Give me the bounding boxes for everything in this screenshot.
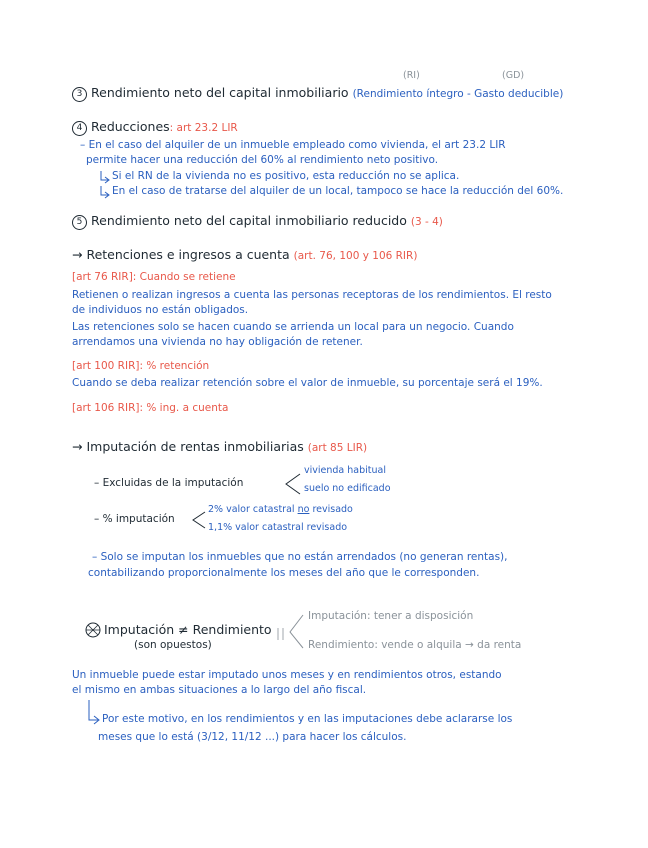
- section-title: Imputación de rentas inmobiliarias: [86, 439, 304, 454]
- imp-only-a: – Solo se imputan los inmuebles que no están arrendados (no generan rentas),: [92, 551, 508, 563]
- section-ref: : art 23.2 LIR: [169, 122, 238, 134]
- ret-p2-b: arrendamos una vivienda no hay obligación de retener.: [72, 336, 363, 348]
- ret-p3: Cuando se deba realizar retención sobre el valor de inmueble, su porcentaje será el 19%.: [72, 377, 543, 389]
- arrow-bullet-icon: →: [72, 439, 87, 454]
- s4-line-2: permite hacer una reducción del 60% al rendimiento neto positivo.: [86, 154, 439, 166]
- pct-bracket: [193, 512, 205, 528]
- s4-line-1: – En el caso del alquiler de un inmueble empleado como vivienda, el art 23.2 LIR: [80, 139, 506, 151]
- star-def-2: Rendimiento: vende o alquila → da renta: [308, 639, 522, 651]
- ret-p1-a: Retienen o realizan ingresos a cuenta las personas receptoras de los rendimientos. El resto: [72, 289, 552, 301]
- section-title: Rendimiento neto del capital inmobiliario: [91, 85, 349, 100]
- star-p1-a: Un inmueble puede estar imputado unos meses y en rendimientos otros, estando: [72, 669, 502, 681]
- art106-label: [art 106 RIR]: % ing. a cuenta: [72, 402, 229, 414]
- note-gd: (GD): [502, 70, 525, 81]
- final-arrow: [89, 700, 98, 720]
- section-5: [72, 214, 443, 230]
- imputacion-heading: [72, 440, 367, 455]
- section-4: [72, 120, 238, 136]
- star-p1-b: el mismo en ambas situaciones a lo largo del año fiscal.: [72, 684, 367, 696]
- pct-item-1: 2% valor catastral no revisado: [208, 504, 353, 515]
- retenciones-heading: [72, 248, 417, 263]
- section-ref: (art. 76, 100 y 106 RIR): [293, 250, 418, 262]
- ret-p2-a: Las retenciones solo se hacen cuando se arrienda un local para un negocio. Cuando: [72, 321, 514, 333]
- star-p2-a: Por este motivo, en los rendimientos y en las imputaciones debe aclararse los: [102, 713, 513, 725]
- arrow-bullet-icon: →: [72, 247, 87, 262]
- section-title: Reducciones: [91, 119, 170, 134]
- star-bracket: [290, 615, 303, 648]
- ret-p1-b: de individuos no están obligados.: [72, 304, 249, 316]
- star-sub: (son opuestos): [134, 639, 212, 651]
- art76-label: [art 76 RIR]: Cuando se retiene: [72, 271, 236, 283]
- excl-bracket: [286, 474, 300, 494]
- pct-label: – % imputación: [94, 513, 175, 525]
- star-def-1: Imputación: tener a disposición: [308, 610, 474, 622]
- imp-only-b: contabilizando proporcionalmente los meses del año que le corresponden.: [88, 567, 480, 579]
- section-title: Retenciones e ingresos a cuenta: [86, 247, 290, 262]
- section-formula: (Rendimiento íntegro - Gasto deducible): [352, 88, 564, 100]
- pct-item-2: 1,1% valor catastral revisado: [208, 522, 348, 533]
- section-number: 3: [72, 87, 87, 102]
- excl-item-2: suelo no edificado: [304, 483, 391, 494]
- section-3: [72, 86, 563, 102]
- note-ri: (RI): [403, 70, 420, 81]
- s4-sub-1: Si el RN de la vivienda no es positivo, esta reducción no se aplica.: [112, 170, 460, 182]
- s4-sub-2: En el caso de tratarse del alquiler de un local, tampoco se hace la reducción del 60%.: [112, 185, 564, 197]
- section-ref: (art 85 LIR): [307, 442, 368, 454]
- section-title: Rendimiento neto del capital inmobiliario reducido: [91, 213, 407, 228]
- star-title: Imputación ≠ Rendimiento: [104, 622, 272, 637]
- section-number: 5: [72, 215, 87, 230]
- star-p2-b: meses que lo está (3/12, 11/12 ...) para hacer los cálculos.: [98, 731, 407, 743]
- excl-item-1: vivienda habitual: [304, 465, 386, 476]
- excl-label: – Excluidas de la imputación: [94, 477, 244, 489]
- section-ref: (3 - 4): [410, 216, 443, 228]
- section-number: 4: [72, 121, 87, 136]
- art100-label: [art 100 RIR]: % retención: [72, 360, 210, 372]
